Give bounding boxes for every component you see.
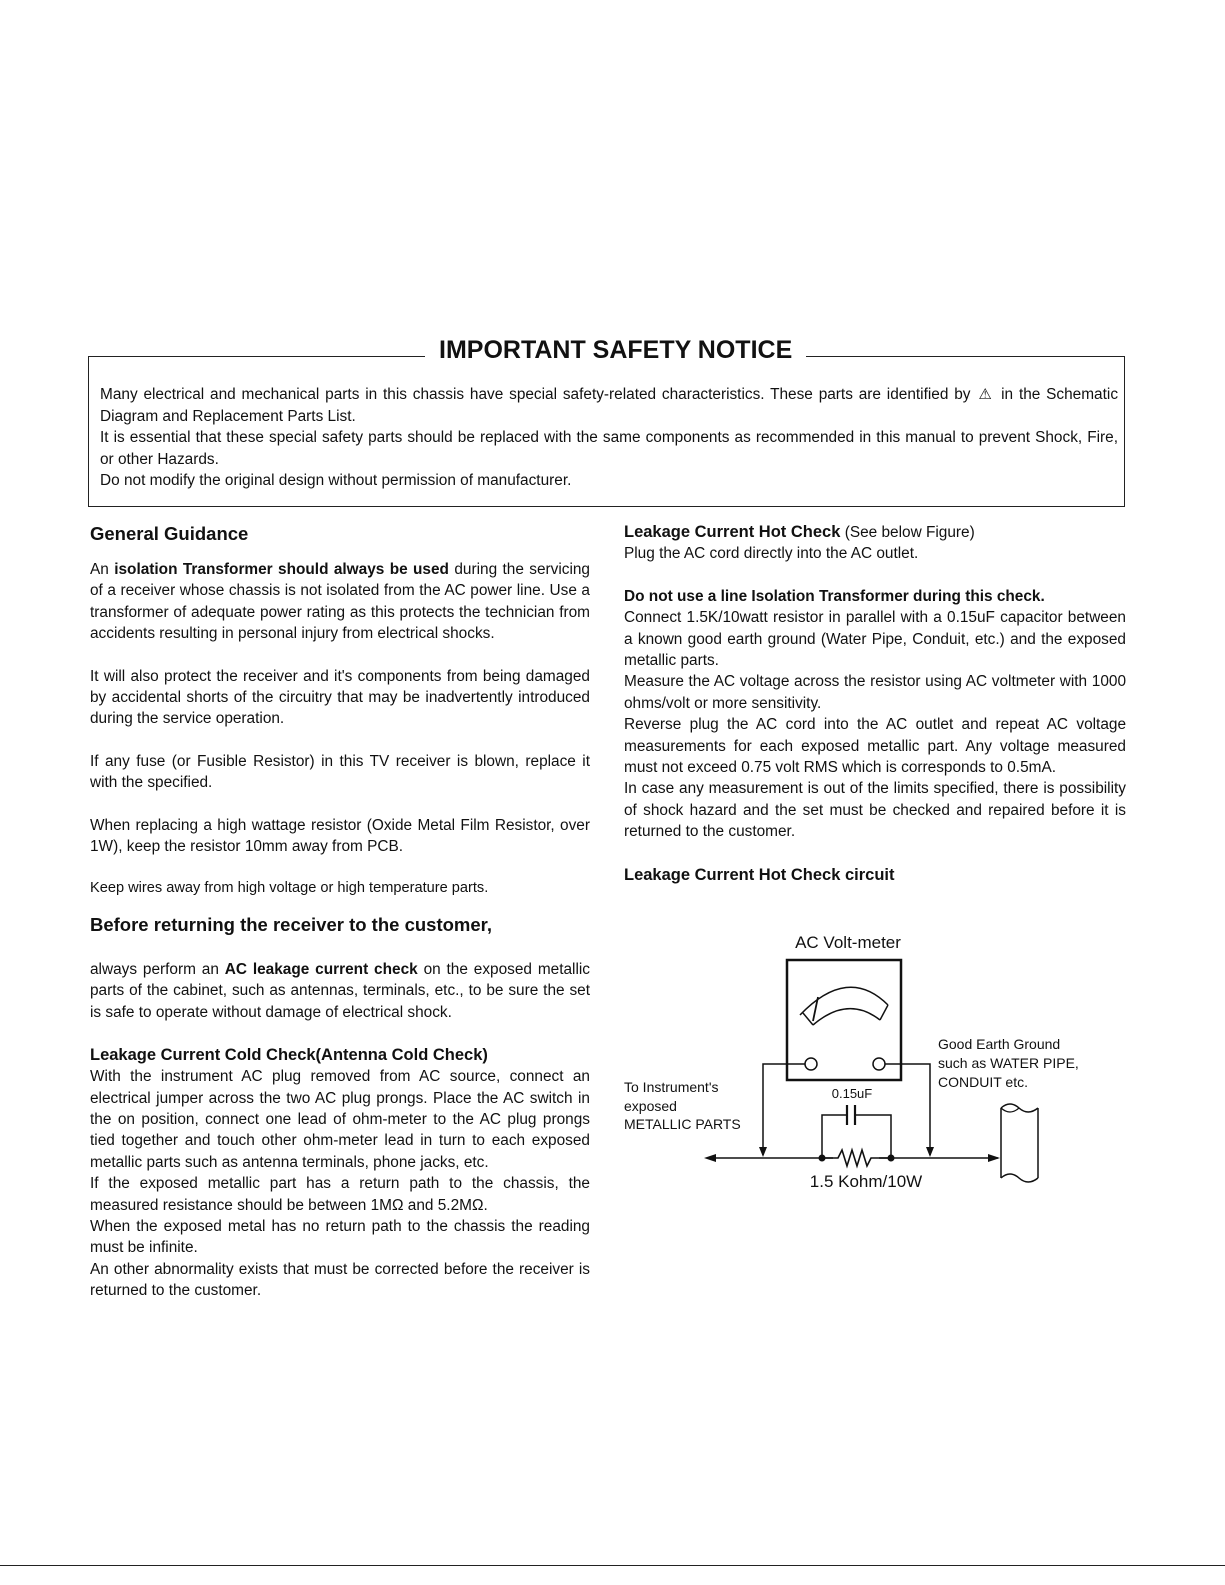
hot-check-heading: Leakage Current Hot Check	[624, 523, 841, 541]
hot-check-warning: Do not use a line Isolation Transformer during this check.	[624, 587, 1045, 605]
isolation-text-bold: isolation Transformer should always be used	[114, 561, 449, 578]
general-guidance-heading: General Guidance	[90, 523, 249, 544]
hot-check-paragraph-3: Connect 1.5K/10watt resistor in parallel with a 0.15uF capacitor between a known good earth ground (Water Pipe, Conduit, etc.) and the exposed metallic parts.	[624, 609, 1126, 670]
notice-paragraph-3: Do not modify the original design without permission of manufacturer.	[100, 472, 572, 489]
footer-rule	[0, 1565, 1225, 1566]
meter-dial-arc-outer	[800, 987, 888, 1015]
notice-paragraph-2: It is essential that these special safety parts should be replaced with the same components as recommended in this manual to prevent Shock, Fire, or other Hazards.	[100, 429, 1118, 468]
protect-paragraph: It will also protect the receiver and it's components from being damaged by accidental shorts of the circuitry that may be inadvertently introduced during the service operation.	[90, 667, 590, 728]
left-label-1: To Instrument's	[624, 1079, 719, 1095]
hot-check-paragraph-6: In case any measurement is out of the limits specified, there is possibility of shock hazard and the set must be checked and repaired before it is returned to the customer.	[624, 780, 1126, 841]
main-wire-left-arrow	[704, 1154, 716, 1162]
meter-dial-right-edge	[880, 1005, 888, 1020]
wires-paragraph: Keep wires away from high voltage or high temperature parts.	[90, 880, 489, 897]
hot-check-paragraph-4: Measure the AC voltage across the resistor using AC voltmeter with 1000 ohms/volt or more sensitivity.	[624, 673, 1126, 712]
leakage-text-a: always perform an	[90, 960, 219, 978]
circuit-svg	[618, 925, 1128, 1215]
fuse-paragraph: If any fuse (or Fusible Resistor) in this TV receiver is blown, replace it with the specified.	[90, 752, 590, 792]
junction-right	[888, 1155, 895, 1162]
meter-lead-right-arrow	[926, 1147, 934, 1157]
right-label-1: Good Earth Ground	[938, 1036, 1061, 1052]
hot-check-paragraph-5: Reverse plug the AC cord into the AC outlet and repeat AC voltage measurements for each exposed metallic part. Any voltage measured must not exceed 0.75 volt RMS which is corresponds to 0.5mA.	[624, 716, 1126, 777]
hot-check-heading-line	[624, 521, 1126, 543]
cold-check-paragraph-3: When the exposed metal has no return path to the chassis the reading must be infinite.	[90, 1217, 590, 1257]
resistor-label: 1.5 Kohm/10W	[809, 1172, 923, 1191]
left-label-2: exposed	[624, 1098, 677, 1114]
right-label-3: CONDUIT etc.	[938, 1074, 1028, 1090]
notice-line1-after: in the Schematic Diagram and Replacement Parts List.	[100, 386, 1119, 425]
hot-check-paragraph-1: Plug the AC cord directly into the AC outlet.	[624, 545, 919, 563]
left-label-3: METALLIC PARTS	[624, 1116, 741, 1132]
isolation-paragraph	[90, 559, 590, 645]
before-returning-heading: Before returning the receiver to the customer,	[90, 913, 492, 935]
cold-check-paragraph-2: If the exposed metallic part has a return path to the chassis, the measured resistance should be between 1MΩ and 5.2MΩ.	[90, 1175, 590, 1214]
meter-dial-left-edge	[803, 1013, 813, 1025]
cold-check-heading: Leakage Current Cold Check(Antenna Cold Check)	[90, 1046, 488, 1065]
meter-dial-arc-inner	[813, 1009, 880, 1025]
right-column	[624, 521, 1126, 886]
isolation-text-b: during the servicing of a receiver whose chassis is not isolated from the AC power line. Use a transformer of adequate power rating as this protects the technician from accidents resulting in personal injury from electrical shocks.	[90, 561, 590, 643]
capacitor-label: 0.15uF	[831, 1086, 873, 1101]
notice-line1-before: Many electrical and mechanical parts in this chassis have special safety-related characteristics. These parts are identified by	[100, 386, 971, 403]
leakage-text-bold: AC leakage current check	[224, 960, 418, 978]
meter-terminal-right	[873, 1058, 885, 1070]
warning-triangle-icon: ⚠	[978, 386, 994, 403]
main-wire-right-arrow	[988, 1154, 1000, 1162]
cold-check-paragraph-4: An other abnormality exists that must be corrected before the receiver is returned to the customer.	[90, 1260, 590, 1300]
hot-check-circuit-diagram	[618, 925, 1128, 1215]
meter-terminal-left	[805, 1058, 817, 1070]
junction-left	[819, 1155, 826, 1162]
leakage-text-b: on the exposed metallic parts of the cabinet, such as antennas, terminals, etc., to be sure the set is safe to operate without damage of electrical shock.	[90, 960, 590, 1021]
meter-lead-left-arrow	[759, 1147, 767, 1157]
hot-check-heading-note: (See below Figure)	[844, 524, 975, 541]
left-column	[90, 521, 590, 1302]
meter-label: AC Volt-meter	[795, 933, 901, 952]
resistor-paragraph: When replacing a high wattage resistor (Oxide Metal Film Resistor, over 1W), keep the resistor 10mm away from PCB.	[90, 816, 590, 856]
hot-check-circuit-heading: Leakage Current Hot Check circuit	[624, 865, 895, 884]
notice-paragraph-1	[100, 384, 1118, 427]
notice-title: IMPORTANT SAFETY NOTICE	[425, 336, 806, 365]
right-label-2: such as WATER PIPE,	[938, 1055, 1079, 1071]
isolation-text-a: An	[90, 561, 109, 578]
water-pipe-icon	[1001, 1104, 1038, 1182]
cold-check-paragraph-1: With the instrument AC plug removed from AC source, connect an electrical jumper across the two AC plug prongs. Place the AC switch in the on position, connect one lead of ohm-meter to the AC plug prongs tied together and touch other ohm-meter lead in turn to each exposed metallic parts such as antenna terminals, phone jacks, etc.	[90, 1068, 590, 1171]
leakage-check-paragraph	[90, 959, 590, 1023]
notice-body	[100, 384, 1118, 492]
meter-lead-left	[763, 1064, 805, 1155]
